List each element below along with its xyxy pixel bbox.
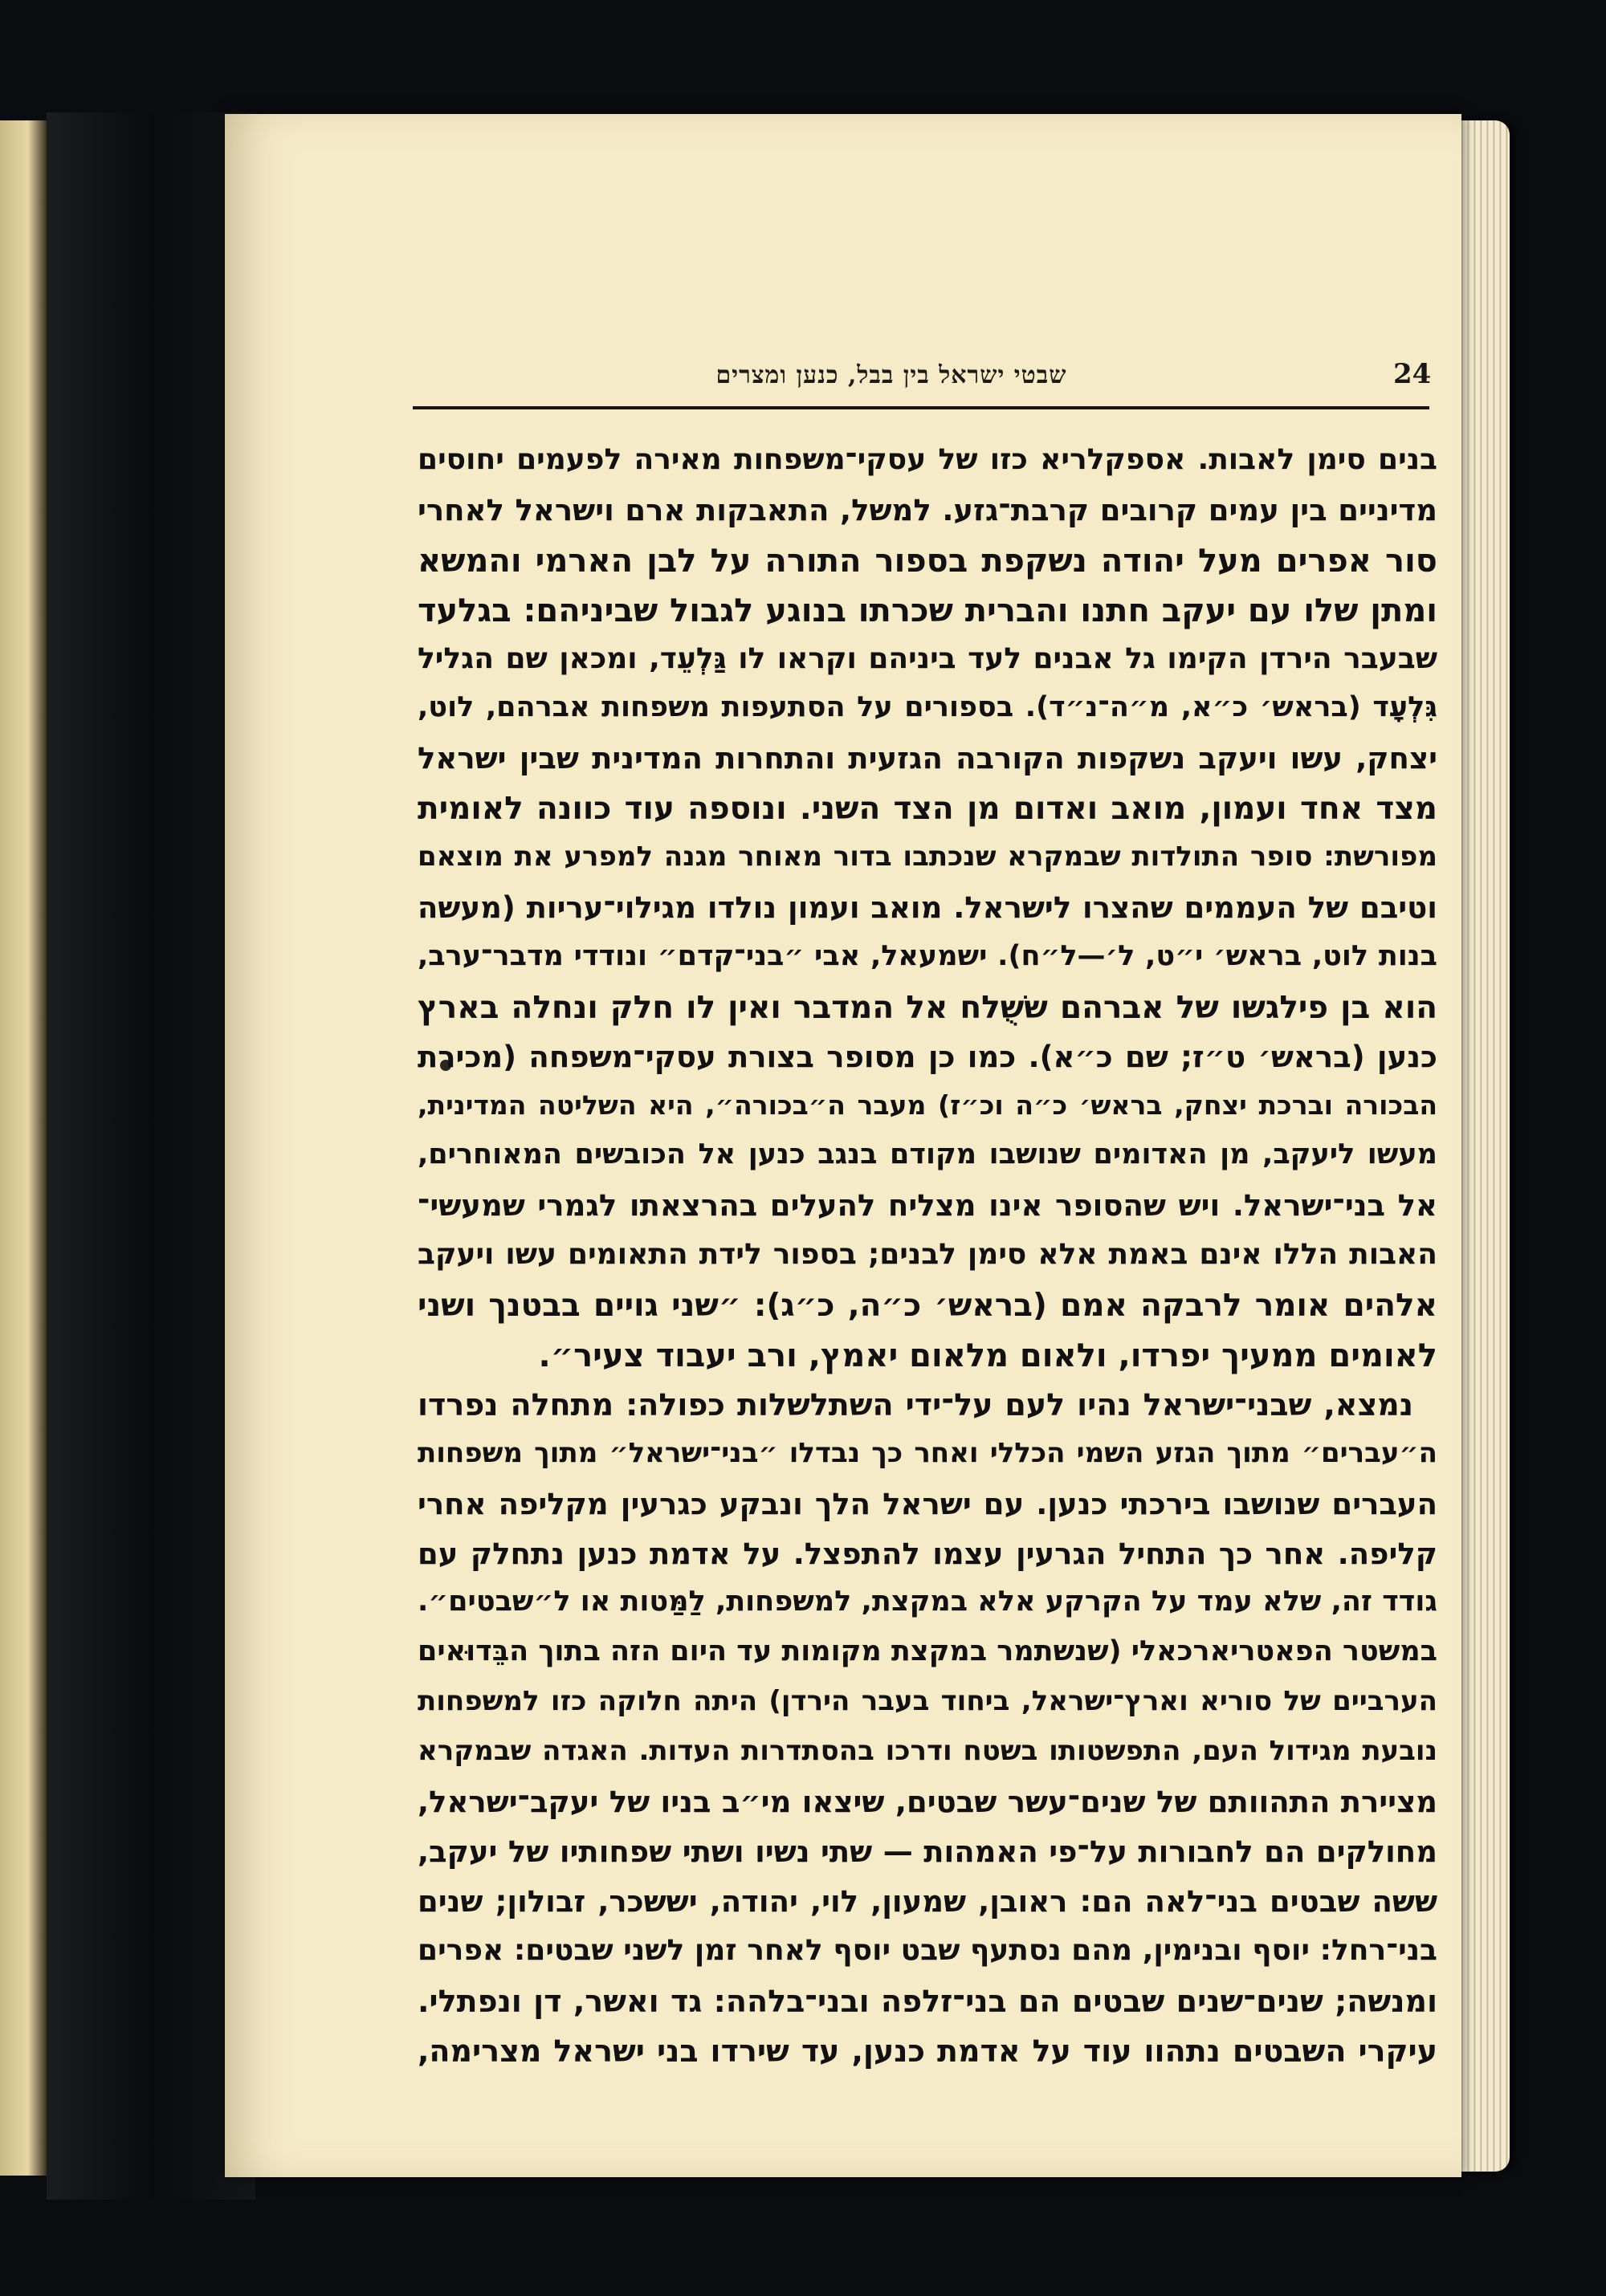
text-line: האבות הללו אינם באמת אלא סימן לבנים; בספור לידת התאומים עשו ויעקב xyxy=(418,1238,1437,1272)
text-line: הבכורה וברכת יצחק, בראש׳ כ״ה וכ״ז) מעבר ה״בכורה״, היא השליטה המדינית, xyxy=(418,1089,1437,1121)
text-line: מצד אחד ועמון, מואב ואדום מן הצד השני. ונוספה עוד כוונה לאומית xyxy=(418,791,1437,828)
text-line: בנות לוט, בראש׳ י״ט, ל׳—ל״ח). ישמעאל, אבי ״בני־קדם״ ונודדי מדבר־ערב, xyxy=(418,939,1437,972)
text-line: הוא בן פילגשו של אברהם ששֻׁלח אל המדבר ואין לו חלק ונחלה בארץ xyxy=(418,989,1437,1026)
header-rule xyxy=(413,406,1429,409)
text-line: גִּלְעָד (בראש׳ כ״א, מ״ה־נ״ד). בספורים על הסתעפות משפחות אברהם, לוט, xyxy=(418,691,1437,724)
text-line: הערביים של סוריא וארץ־ישראל, ביחוד בעבר הירדן) היתה חלוקה כזו למשפחות xyxy=(418,1685,1437,1718)
text-line: סור אפרים מעל יהודה נשקפת בספור התורה על לבן הארמי והמשא xyxy=(418,542,1437,580)
text-line: עיקרי השבטים נתהוו עוד על אדמת כנען, עד שירדו בני ישראל מצרימה, xyxy=(418,2033,1437,2069)
text-line: נמצא, שבני־ישראל נהיו לעם על־ידי השתלשלות כפולה: מתחלה נפרדו xyxy=(418,1386,1413,1423)
text-line: נובעת מגידול העם, התפשטותו בשטח ודרכו בהסתדרות העדות. האגדה שבמקרא xyxy=(418,1735,1437,1768)
text-line: ומנשה; שנים־שנים שבטים הם בני־זלפה ובני־בלהה: גד ואשר, דן ונפתלי. xyxy=(418,1983,1437,2019)
text-line: ומתן שלו עם יעקב חתנו והברית שכרתו בנוגע לגבול שביניהם: בגלעד xyxy=(418,592,1437,629)
text-line: בני־רחל: יוסף ובנימין, מהם נסתעף שבט יוסף לאחר זמן לשני שבטים: אפרים xyxy=(418,1933,1437,1967)
running-head: שבטי ישראל בין בבל, כנען ומצרים xyxy=(715,361,1067,389)
text-line: קליפה. אחר כך התחיל הגרעין עצמו להתפצל. על אדמת כנען נתחלק עם xyxy=(418,1536,1437,1571)
text-line: בנים סימן לאבות. אספקלריא כזו של עסקי־משפחות מאירה לפעמים יחוסים xyxy=(418,443,1437,476)
text-line: גודד זה, שלא עמד על הקרקע אלא במקצת, למשפחות, לַמַּטות או ל״שבטים״. xyxy=(418,1586,1437,1618)
text-line: מדיניים בין עמים קרובים קרבת־גזע. למשל, התאבקות ארם וישראל לאחרי xyxy=(418,492,1437,527)
facing-page-edge xyxy=(0,120,47,2176)
book-page xyxy=(225,114,1461,2177)
text-line: אלהים אומר לרבקה אמם (בראש׳ כ״ה, כ״ג): ״שני גויים בבטנך ושני xyxy=(418,1288,1437,1325)
text-line: מחולקים הם לחבורות על־פי האמהות — שתי נשיו ושתי שפחותיו של יעקב, xyxy=(418,1834,1437,1869)
text-line: ה״עברים״ מתוך הגזע השמי הכללי ואחר כך נבדלו ״בני־ישראל״ מתוך משפחות xyxy=(418,1436,1437,1469)
text-line: במשטר הפאטריארכאלי (שנשתמר במקצת מקומות עד היום הזה בתוך הבֵּדוּאים xyxy=(418,1635,1437,1668)
text-line: מציירת התהוותם של שנים־עשר שבטים, שיצאו מי״ב בניו של יעקב־ישראל, xyxy=(418,1785,1437,1820)
text-line: כנען (בראש׳ ט״ז; שם כ״א). כמו כן מסופר בצורת עסקי־משפחה (מכירת xyxy=(418,1039,1437,1074)
page-number: 24 xyxy=(1393,358,1432,390)
text-line: העברים שנושבו בירכתי כנען. עם ישראל הלך ונבקע כגרעין מקליפה אחרי xyxy=(418,1486,1437,1521)
text-line: יצחק, עשו ויעקב נשקפות הקורבה הגזעית והתחרות המדינית שבין ישראל xyxy=(418,741,1437,776)
body-text xyxy=(418,443,1437,2082)
text-line: שבעבר הירדן הקימו גל אבנים לעד ביניהם וקראו לו גַּלְעֵד, ומכאן שם הגליל xyxy=(418,641,1437,675)
text-line: מפורשת: סופר התולדות שבמקרא שנכתבו בדור מאוחר מגנה למפרע את מוצאם xyxy=(418,841,1437,873)
text-line: ששה שבטים בני־לאה הם: ראובן, שמעון, לוי, יהודה, יששכר, זבולון; שנים xyxy=(418,1883,1437,1919)
text-line: מעשו ליעקב, מן האדומים שנושבו מקודם בנגב כנען אל הכובשים המאוחרים, xyxy=(418,1138,1437,1171)
text-line: וטיבם של העממים שהצרו לישראל. מואב ועמון נולדו מגילוי־עריות (מעשה xyxy=(418,890,1437,926)
book-gutter xyxy=(47,112,255,2200)
text-line: לאומים ממעיך יפרדו, ולאום מלאום יאמץ, ורב יעבוד צעיר״. xyxy=(538,1337,1437,1375)
text-line: אל בני־ישראל. ויש שהסופר אינו מצליח להעלים בהרצאתו לגמרי שמעשי־ xyxy=(418,1188,1437,1223)
